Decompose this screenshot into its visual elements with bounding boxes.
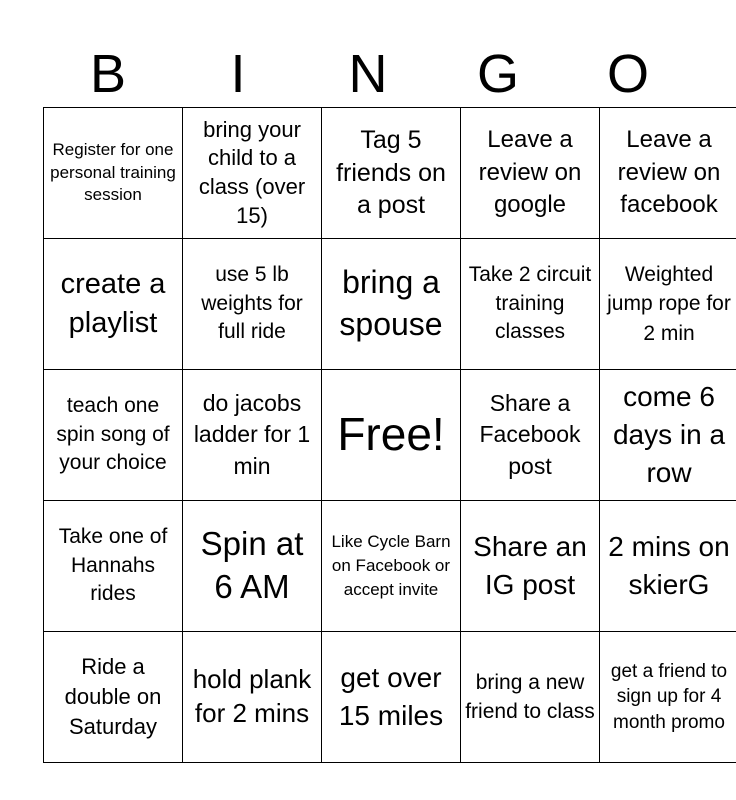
bingo-cell: get over 15 miles (322, 632, 461, 763)
board-row (44, 632, 736, 763)
bingo-cell: use 5 lb weights for full ride (183, 239, 322, 370)
bingo-cell: Spin at 6 AM (183, 501, 322, 632)
bingo-cell: Register for one personal training session (44, 108, 183, 239)
bingo-cell: Weighted jump rope for 2 min (600, 239, 736, 370)
board-row (44, 370, 736, 501)
header-letter-b: B (89, 44, 127, 104)
bingo-cell: Leave a review on google (461, 108, 600, 239)
bingo-header (43, 42, 693, 106)
bingo-cell: Ride a double on Saturday (44, 632, 183, 763)
bingo-cell: come 6 days in a row (600, 370, 736, 501)
header-letter-i: I (230, 44, 246, 104)
bingo-board (43, 107, 736, 763)
header-letter-o: O (606, 44, 649, 104)
bingo-cell: create a playlist (44, 239, 183, 370)
bingo-cell: bring a new friend to class (461, 632, 600, 763)
bingo-cell: Take one of Hannahs rides (44, 501, 183, 632)
bingo-cell: Tag 5 friends on a post (322, 108, 461, 239)
bingo-cell: bring your child to a class (over 15) (183, 108, 322, 239)
bingo-cell: bring a spouse (322, 239, 461, 370)
header-letter-g: G (476, 44, 519, 104)
bingo-cell: Take 2 circuit training classes (461, 239, 600, 370)
bingo-cell: do jacobs ladder for 1 min (183, 370, 322, 501)
board-row (44, 239, 736, 370)
bingo-cell: Leave a review on facebook (600, 108, 736, 239)
bingo-cell: Like Cycle Barn on Facebook or accept invite (322, 501, 461, 632)
board-row (44, 108, 736, 239)
header-letter-n: N (348, 44, 388, 104)
bingo-cell: get a friend to sign up for 4 month promo (600, 632, 736, 763)
board-row (44, 501, 736, 632)
free-space-cell: Free! (322, 370, 461, 501)
bingo-cell: 2 mins on skierG (600, 501, 736, 632)
bingo-cell: teach one spin song of your choice (44, 370, 183, 501)
bingo-cell: Share a Facebook post (461, 370, 600, 501)
bingo-cell: hold plank for 2 mins (183, 632, 322, 763)
bingo-cell: Share an IG post (461, 501, 600, 632)
